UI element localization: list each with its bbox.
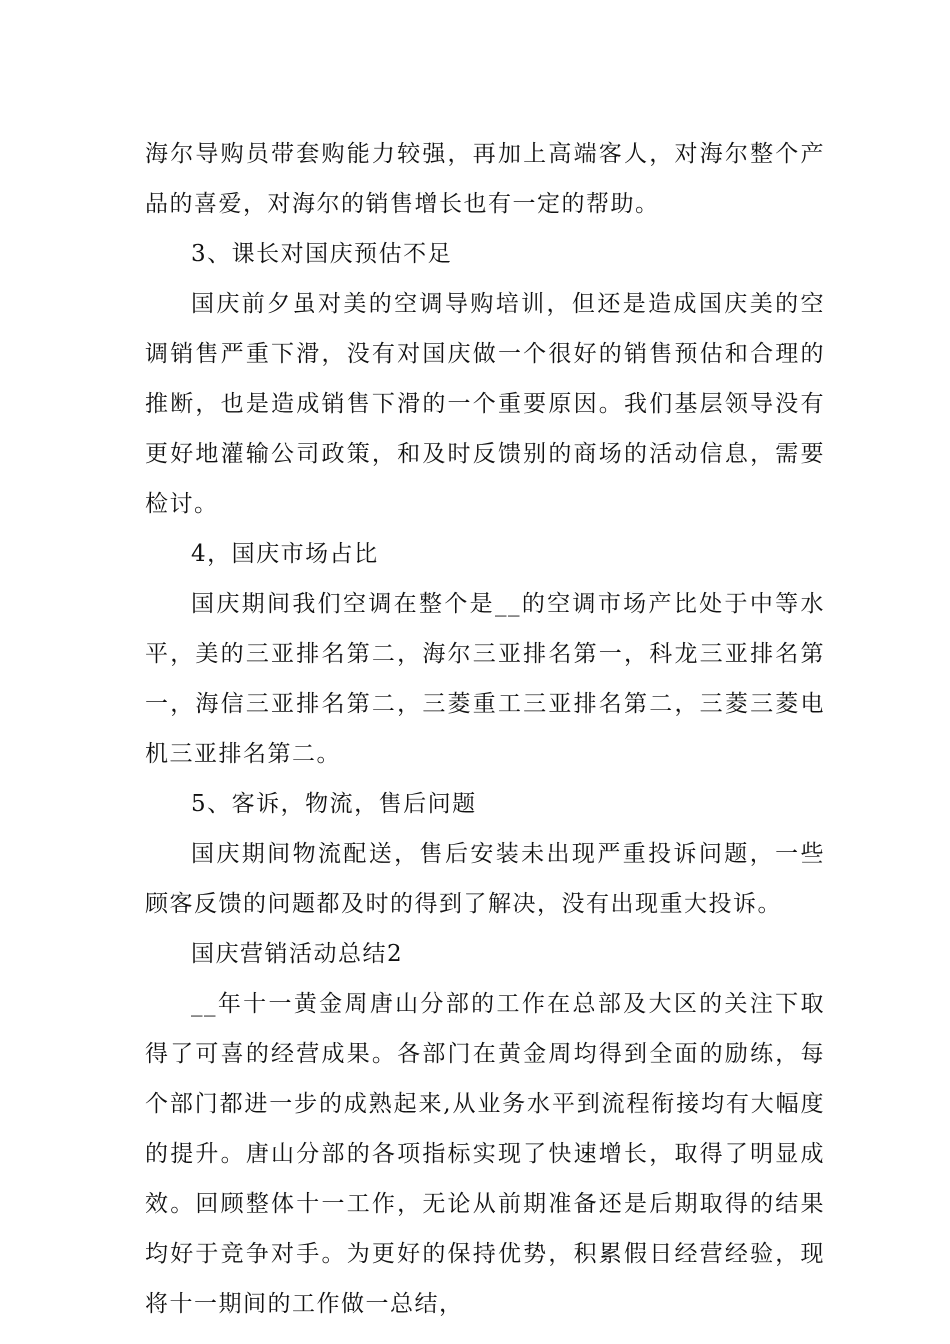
- paragraph-complaints-detail: 国庆期间物流配送，售后安装未出现严重投诉问题，一些顾客反馈的问题都及时的得到了解决，没有出现重大投诉。: [145, 841, 825, 917]
- heading-summary-2: 国庆营销活动总结2: [191, 941, 404, 967]
- paragraph-forecast-detail: 国庆前夕虽对美的空调导购培训，但还是造成国庆美的空调销售严重下滑，没有对国庆做一个很好的销售预估和合理的推断，也是造成销售下滑的一个重要原因。我们基层领导没有更好地灌输公司政策，和及时反馈别的商场的活动信息，需要检讨。: [145, 291, 825, 517]
- document-body: [145, 129, 825, 1329]
- heading-market-share: 4，国庆市场占比: [191, 541, 379, 567]
- paragraph-tangshan-summary: __年十一黄金周唐山分部的工作在总部及大区的关注下取得了可喜的经营成果。各部门在黄金周均得到全面的励练，每个部门都进一步的成熟起来,从业务水平到流程衔接均有大幅度的提升。唐山分部的各项指标实现了快速增长，取得了明显成效。回顾整体十一工作，无论从前期准备还是后期取得的结果均好于竞争对手。为更好的保持优势，积累假日经营经验，现将十一期间的工作做一总结，: [145, 991, 825, 1317]
- heading-manager-forecast: 3、课长对国庆预估不足: [191, 241, 453, 267]
- paragraph-market-share-detail: 国庆期间我们空调在整个是__的空调市场产比处于中等水平，美的三亚排名第二，海尔三亚排名第一，科龙三亚排名第一，海信三亚排名第二，三菱重工三亚排名第二，三菱三菱电机三亚排名第二。: [145, 591, 825, 767]
- paragraph-haier-sales: 海尔导购员带套购能力较强，再加上高端客人，对海尔整个产品的喜爱，对海尔的销售增长也有一定的帮助。: [145, 141, 825, 217]
- heading-complaints-logistics: 5、客诉，物流，售后问题: [191, 791, 477, 817]
